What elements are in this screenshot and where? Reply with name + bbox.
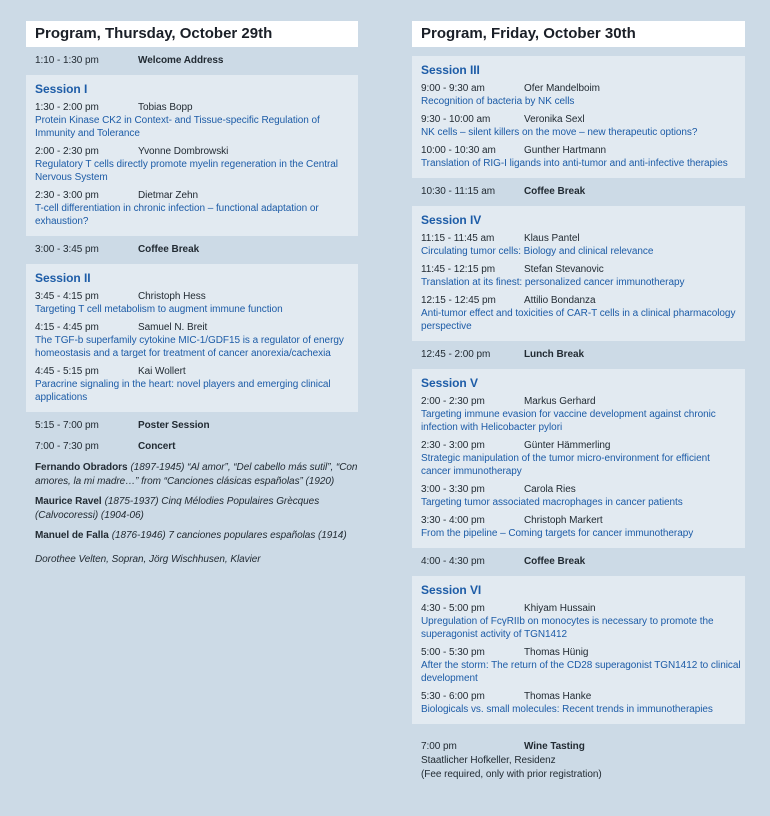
program-column-friday [412, 21, 745, 789]
schedule-event [26, 243, 358, 257]
talk-entry [421, 294, 742, 333]
talk-speaker: Günter Hämmerling [524, 440, 611, 451]
schedule-event [26, 419, 358, 433]
talk-head [35, 290, 355, 303]
talk-speaker: Thomas Hanke [524, 691, 592, 702]
talk-head [421, 483, 742, 496]
talk-time: 2:00 - 2:30 pm [35, 146, 99, 157]
talk-head [421, 294, 742, 307]
talk-title: Strategic manipulation of the tumor micro-environment for efficient cancer immunotherapy [421, 453, 710, 477]
concert-piece [35, 529, 358, 543]
talk-time: 9:30 - 10:00 am [421, 114, 491, 125]
talk-time: 5:30 - 6:00 pm [421, 691, 485, 702]
program-title: Program, Friday, October 30th [412, 21, 745, 47]
session-block [26, 264, 358, 412]
talk-time: 3:30 - 4:00 pm [421, 515, 485, 526]
talk-time: 3:45 - 4:15 pm [35, 291, 99, 302]
talk-title: Targeting tumor associated macrophages in cancer patients [421, 497, 683, 508]
session-title: Session III [421, 63, 480, 77]
talk-head [35, 189, 355, 202]
talk-time: 9:00 - 9:30 am [421, 83, 485, 94]
schedule-event [26, 440, 358, 454]
talk-title: Recognition of bacteria by NK cells [421, 96, 575, 107]
talk-entry [421, 113, 742, 139]
concert-piece [35, 495, 358, 523]
event-line [35, 243, 358, 257]
talk-time: 10:00 - 10:30 am [421, 145, 496, 156]
talk-entry [35, 365, 355, 404]
event-line [421, 740, 745, 754]
concert-piece [35, 461, 358, 489]
talk-head [421, 690, 742, 703]
session-block [412, 56, 745, 178]
talk-speaker: Samuel N. Breit [138, 322, 208, 333]
event-note: Staatlicher Hofkeller, Residenz [421, 755, 556, 766]
talk-speaker: Gunther Hartmann [524, 145, 607, 156]
session-title: Session I [35, 82, 88, 96]
talk-title: Translation of RIG-I ligands into anti-tumor and anti-infective therapies [421, 158, 728, 169]
talk-head [421, 144, 742, 157]
schedule-event [412, 185, 745, 199]
talk-title: Targeting T cell metabolism to augment immune function [35, 304, 283, 315]
event-line [421, 185, 745, 199]
talk-speaker: Christoph Hess [138, 291, 206, 302]
talk-time: 5:00 - 5:30 pm [421, 647, 485, 658]
talk-time: 2:30 - 3:00 pm [35, 190, 99, 201]
event-note: (Fee required, only with prior registration) [421, 769, 602, 780]
performers-line: Dorothee Velten, Sopran, Jörg Wischhusen, Klavier [35, 554, 261, 565]
event-time: 7:00 pm [421, 741, 457, 752]
piece-details: (1876-1946) 7 canciones populares españolas (1914) [111, 530, 347, 541]
event-time: 4:00 - 4:30 pm [421, 556, 485, 567]
talk-entry [35, 189, 355, 228]
event-time: 7:00 - 7:30 pm [35, 441, 99, 452]
talk-time: 2:30 - 3:00 pm [421, 440, 485, 451]
talk-entry [35, 290, 355, 316]
talk-title: Protein Kinase CK2 in Context- and Tissue-specific Regulation of Immunity and Tolerance [35, 115, 320, 139]
talk-time: 12:15 - 12:45 pm [421, 295, 496, 306]
talk-entry [35, 145, 355, 184]
talk-title: Anti-tumor effect and toxicities of CAR-T cells in a clinical pharmacology perspective [421, 308, 736, 332]
talk-speaker: Tobias Bopp [138, 102, 193, 113]
talk-speaker: Thomas Hünig [524, 647, 589, 658]
event-time: 12:45 - 2:00 pm [421, 349, 491, 360]
talk-head [421, 232, 742, 245]
event-label: Coffee Break [138, 244, 200, 255]
session-block [412, 576, 745, 724]
talk-time: 1:30 - 2:00 pm [35, 102, 99, 113]
talk-head [35, 365, 355, 378]
piece-details: (1875-1937) Cinq Mélodies Populaires Grècques (Calvocoressi) (1904-06) [35, 496, 320, 521]
talk-title: Translation at its finest: personalized cancer immunotherapy [421, 277, 685, 288]
composer-name: Fernando Obradors [35, 462, 128, 473]
talk-speaker: Klaus Pantel [524, 233, 580, 244]
talk-time: 3:00 - 3:30 pm [421, 484, 485, 495]
event-label: Poster Session [138, 420, 210, 431]
talk-head [421, 395, 742, 408]
composer-name: Manuel de Falla [35, 530, 109, 541]
talk-speaker: Yvonne Dombrowski [138, 146, 229, 157]
event-label: Welcome Address [138, 55, 224, 66]
talk-time: 2:00 - 2:30 pm [421, 396, 485, 407]
column-body [412, 56, 745, 782]
talk-title: NK cells – silent killers on the move – new therapeutic options? [421, 127, 698, 138]
talk-entry [421, 232, 742, 258]
talk-title: From the pipeline – Coming targets for cancer immunotherapy [421, 528, 694, 539]
schedule-event [412, 555, 745, 569]
talk-speaker: Ofer Mandelboim [524, 83, 600, 94]
event-time: 1:10 - 1:30 pm [35, 55, 99, 66]
talk-speaker: Stefan Stevanovic [524, 264, 604, 275]
schedule-event [412, 740, 745, 782]
talk-time: 11:15 - 11:45 am [421, 233, 495, 244]
event-label: Wine Tasting [524, 741, 585, 752]
talk-title: Upregulation of FcγRIIb on monocytes is necessary to promote the superagonist activity of TGN1412 [421, 616, 714, 640]
session-title: Session IV [421, 213, 482, 227]
event-time: 10:30 - 11:15 am [421, 186, 496, 197]
event-time: 3:00 - 3:45 pm [35, 244, 99, 255]
talk-entry [35, 101, 355, 140]
schedule-event [26, 54, 358, 68]
talk-speaker: Attilio Bondanza [524, 295, 596, 306]
talk-entry [421, 646, 742, 685]
talk-title: After the storm: The return of the CD28 superagonist TGN1412 to clinical development [421, 660, 741, 684]
talk-speaker: Markus Gerhard [524, 396, 596, 407]
event-line [35, 54, 358, 68]
talk-entry [421, 483, 742, 509]
talk-speaker: Veronika Sexl [524, 114, 585, 125]
event-label: Concert [138, 441, 176, 452]
event-line [35, 440, 358, 454]
program-title: Program, Thursday, October 29th [26, 21, 358, 47]
talk-entry [421, 514, 742, 540]
talk-speaker: Khiyam Hussain [524, 603, 596, 614]
schedule-event [412, 348, 745, 362]
talk-speaker: Kai Wollert [138, 366, 186, 377]
column-body [26, 54, 358, 567]
talk-head [421, 646, 742, 659]
talk-title: Circulating tumor cells: Biology and clinical relevance [421, 246, 654, 257]
event-line [35, 419, 358, 433]
talk-head [421, 82, 742, 95]
talk-head [35, 321, 355, 334]
concert-program [26, 461, 358, 567]
piece-details: (1897-1945) “Al amor”, “Del cabello más sutil”, “Con amores, la mi madre…” from “Canciones clásicas españolas” (1920) [35, 462, 358, 487]
event-line [421, 555, 745, 569]
talk-time: 11:45 - 12:15 pm [421, 264, 496, 275]
talk-head [421, 263, 742, 276]
talk-title: Paracrine signaling in the heart: novel players and emerging clinical applications [35, 379, 331, 403]
talk-entry [421, 690, 742, 716]
session-block [412, 206, 745, 341]
talk-speaker: Carola Ries [524, 484, 576, 495]
talk-speaker: Dietmar Zehn [138, 190, 198, 201]
talk-head [421, 602, 742, 615]
event-label: Coffee Break [524, 556, 586, 567]
talk-title: The TGF-b superfamily cytokine MIC-1/GDF15 is a regulator of energy homeostasis and a target for treatment of cancer anorexia/cachexia [35, 335, 344, 359]
talk-title: Regulatory T cells directly promote myelin regeneration in the Central Nervous System [35, 159, 338, 183]
talk-time: 4:30 - 5:00 pm [421, 603, 485, 614]
session-block [26, 75, 358, 236]
session-title: Session II [35, 271, 91, 285]
talk-entry [421, 82, 742, 108]
talk-entry [421, 263, 742, 289]
talk-entry [421, 144, 742, 170]
talk-entry [421, 395, 742, 434]
talk-head [421, 113, 742, 126]
talk-head [35, 145, 355, 158]
talk-title: Targeting immune evasion for vaccine development against chronic infection with Helicobacter pylori [421, 409, 716, 433]
talk-title: T-cell differentiation in chronic infection – functional adaptation or exhaustion? [35, 203, 319, 227]
program-column-thursday [26, 21, 358, 567]
talk-speaker: Christoph Markert [524, 515, 603, 526]
session-title: Session V [421, 376, 478, 390]
event-label: Coffee Break [524, 186, 586, 197]
talk-time: 4:45 - 5:15 pm [35, 366, 99, 377]
event-time: 5:15 - 7:00 pm [35, 420, 99, 431]
talk-entry [35, 321, 355, 360]
talk-title: Biologicals vs. small molecules: Recent trends in immunotherapies [421, 704, 713, 715]
talk-entry [421, 602, 742, 641]
session-title: Session VI [421, 583, 482, 597]
talk-entry [421, 439, 742, 478]
talk-head [421, 514, 742, 527]
session-block [412, 369, 745, 548]
talk-time: 4:15 - 4:45 pm [35, 322, 99, 333]
event-label: Lunch Break [524, 349, 585, 360]
composer-name: Maurice Ravel [35, 496, 102, 507]
talk-head [421, 439, 742, 452]
talk-head [35, 101, 355, 114]
event-line [421, 348, 745, 362]
